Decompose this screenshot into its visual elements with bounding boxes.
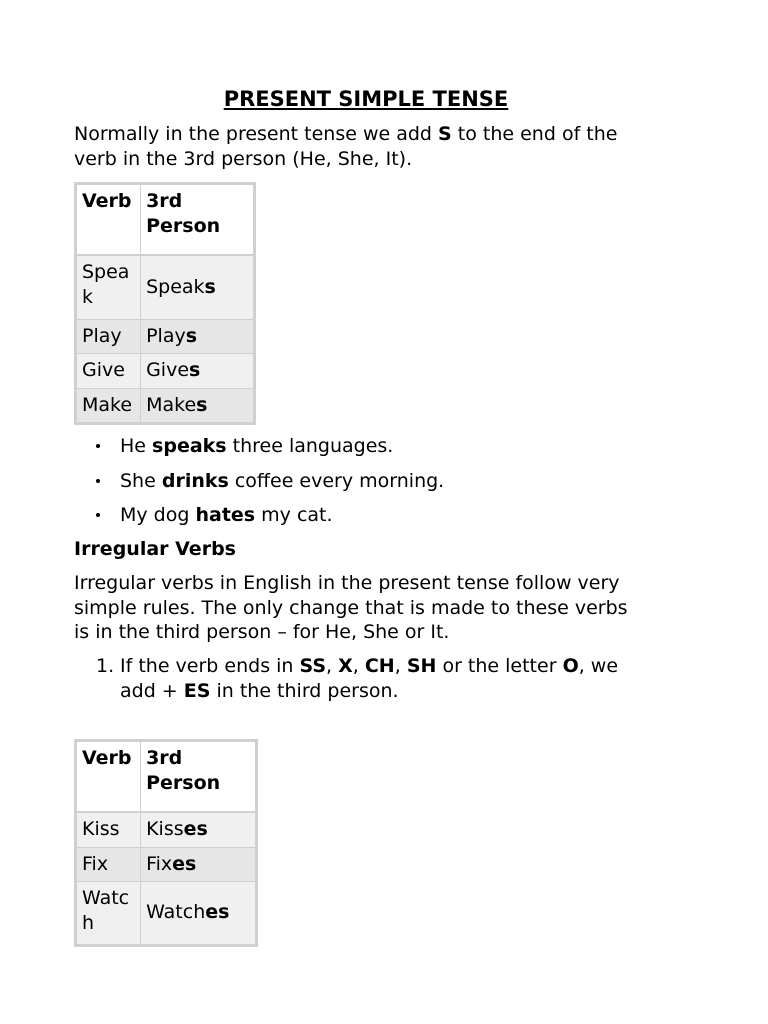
header-verb: Verb bbox=[76, 184, 141, 256]
verb-cell: Play bbox=[76, 319, 141, 354]
irregular-verbs-heading: Irregular Verbs bbox=[74, 538, 236, 560]
verb-cell: Fix bbox=[76, 847, 141, 882]
list-item bbox=[74, 469, 634, 504]
list-item bbox=[74, 654, 634, 703]
stem: Play bbox=[146, 324, 186, 347]
suffix: es bbox=[172, 852, 197, 875]
rule-text: If the verb ends in bbox=[120, 655, 300, 677]
verb-cell: Make bbox=[76, 388, 141, 424]
stem: Kiss bbox=[146, 818, 184, 840]
third-person-cell bbox=[141, 354, 255, 389]
third-person-cell bbox=[141, 255, 255, 319]
intro-paragraph bbox=[74, 122, 634, 171]
rule-text: , bbox=[326, 655, 339, 677]
table-row bbox=[76, 388, 255, 424]
bullet-icon bbox=[96, 479, 100, 483]
example-text-end: coffee every morning. bbox=[228, 469, 445, 492]
list-item bbox=[74, 503, 634, 538]
stem: Watch bbox=[146, 901, 206, 924]
example-text: She bbox=[120, 469, 162, 492]
rule-text: in the third person. bbox=[210, 679, 399, 702]
example-verb: speaks bbox=[152, 435, 227, 457]
suffix: s bbox=[189, 359, 201, 381]
rule-bold: O bbox=[562, 655, 579, 677]
example-list bbox=[74, 434, 634, 538]
verb-cell: Kiss bbox=[76, 812, 141, 847]
list-item bbox=[74, 434, 634, 469]
rule-bold: SH bbox=[406, 655, 437, 677]
suffix: s bbox=[204, 275, 216, 298]
intro-text-end: to the end of the verb in the 3rd person (He, She, It). bbox=[74, 123, 618, 170]
rule-bold: CH bbox=[364, 655, 395, 677]
table-row bbox=[76, 882, 257, 946]
verb-table-regular bbox=[74, 182, 256, 425]
third-person-cell bbox=[141, 847, 257, 882]
verb-cell: Give bbox=[76, 354, 141, 389]
table-header-row bbox=[76, 184, 255, 256]
bullet-icon bbox=[96, 444, 100, 448]
intro-text: Normally in the present tense we add bbox=[74, 123, 439, 145]
example-text: My dog bbox=[120, 504, 196, 526]
table-row bbox=[76, 255, 255, 319]
stem: Make bbox=[146, 393, 197, 416]
intro-bold-s: S bbox=[438, 123, 452, 145]
rules-list bbox=[74, 654, 634, 703]
bullet-icon bbox=[96, 513, 100, 517]
suffix: es bbox=[205, 901, 230, 924]
rule-bold: SS bbox=[299, 655, 327, 677]
table-row bbox=[76, 319, 255, 354]
rule-text: , we add + bbox=[120, 655, 619, 702]
example-text-end: my cat. bbox=[255, 504, 333, 526]
table-row bbox=[76, 812, 257, 847]
header-verb: Verb bbox=[76, 741, 141, 813]
table-row bbox=[76, 847, 257, 882]
third-person-cell bbox=[141, 319, 255, 354]
rule-bold: ES bbox=[183, 679, 211, 702]
third-person-cell bbox=[141, 882, 257, 946]
third-person-cell bbox=[141, 812, 257, 847]
suffix: s bbox=[185, 324, 198, 347]
suffix: s bbox=[196, 393, 208, 416]
stem: Speak bbox=[146, 275, 205, 298]
example-text: He bbox=[120, 435, 153, 457]
example-verb: drinks bbox=[161, 469, 229, 492]
stem: Give bbox=[146, 359, 190, 381]
suffix: es bbox=[183, 818, 208, 840]
rule-text: , bbox=[352, 655, 365, 677]
page-title: PRESENT SIMPLE TENSE bbox=[223, 87, 509, 111]
header-3rd-person: 3rd Person bbox=[141, 184, 255, 256]
verb-cell: Speak bbox=[76, 255, 141, 319]
stem: Fix bbox=[146, 852, 173, 875]
third-person-cell bbox=[141, 388, 255, 424]
verb-cell: Watch bbox=[76, 882, 141, 946]
verb-table-es bbox=[74, 739, 258, 947]
table-header-row bbox=[76, 741, 257, 813]
irregular-paragraph: Irregular verbs in English in the present tense follow very simple rules. The only change that is made to these verbs is in the third person – for He, She or It. bbox=[74, 572, 628, 643]
example-text-end: three languages. bbox=[226, 435, 394, 457]
table-row bbox=[76, 354, 255, 389]
rule-text: , bbox=[394, 655, 407, 677]
header-3rd-person: 3rd Person bbox=[141, 741, 257, 813]
list-number: 1. bbox=[96, 655, 115, 677]
example-verb: hates bbox=[195, 504, 256, 526]
rule-text: or the letter bbox=[436, 655, 563, 677]
rule-bold: X bbox=[338, 655, 353, 677]
